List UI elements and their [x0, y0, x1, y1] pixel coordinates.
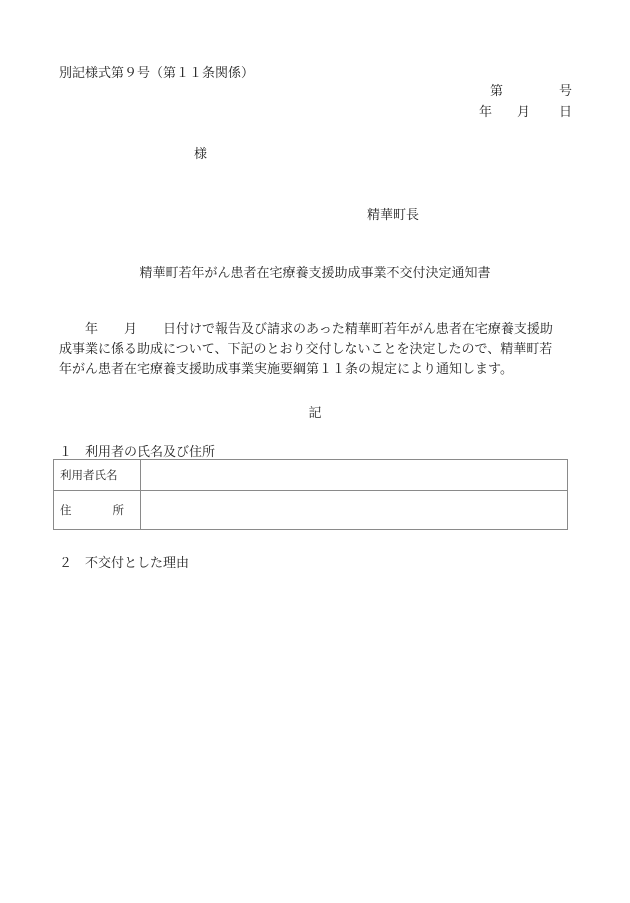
date-year: 年: [479, 105, 493, 120]
doc-number-suffix: 号: [559, 84, 573, 99]
table-row: [54, 491, 568, 530]
address-label-part: 住: [60, 503, 72, 517]
document-title: 精華町若年がん患者在宅療養支援助成事業不交付決定通知書: [139, 266, 491, 281]
table-row: [54, 460, 568, 491]
address-label-part: 所: [112, 503, 124, 517]
address-label: [54, 491, 141, 530]
date-day: 日: [559, 105, 573, 120]
section1-heading: １ 利用者の氏名及び住所: [59, 445, 216, 460]
section2-heading: ２ 不交付とした理由: [59, 556, 190, 571]
body-line: 成事業に係る助成について、下記のとおり交付しないことを決定したので、精華町若: [59, 342, 553, 357]
address-value: [141, 491, 568, 530]
user-name-value: [141, 460, 568, 491]
issuer-name: 精華町長: [367, 208, 420, 223]
user-info-table: [53, 459, 568, 530]
record-heading: 記: [308, 406, 322, 421]
date-month: 月: [517, 105, 531, 120]
form-number: 別記様式第９号（第１１条関係）: [59, 66, 255, 81]
body-line: 年 月 日付けで報告及び請求のあった精華町若年がん患者在宅療養支援助: [59, 322, 553, 337]
body-line: 年がん患者在宅療養支援助成事業実施要綱第１１条の規定により通知します。: [59, 362, 513, 377]
recipient-honorific: 様: [194, 147, 208, 162]
notice-body: [59, 320, 574, 380]
user-name-label: 利用者氏名: [54, 460, 141, 491]
doc-number-prefix: 第: [490, 84, 504, 99]
